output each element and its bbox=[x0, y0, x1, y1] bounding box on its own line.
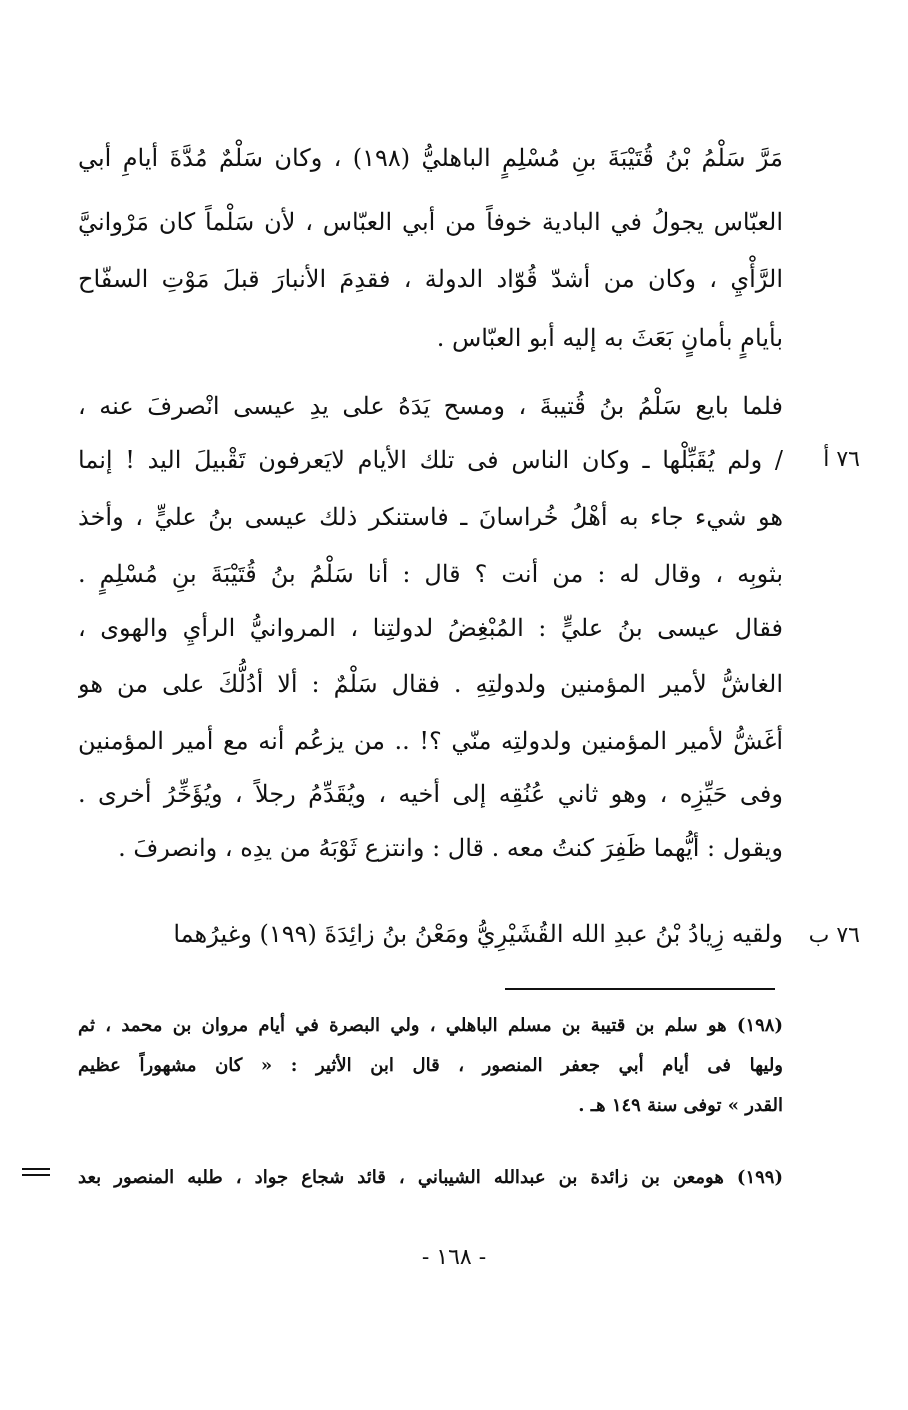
page-number: - ١٦٨ - bbox=[421, 1245, 487, 1270]
paragraph-2-line-1: فلما بايع سَلْمُ بنُ قُتيبةَ ، ومسح يَدَهُ على يدِ عيسى انْصرفَ عنه ، bbox=[78, 392, 783, 420]
paragraph-1-line-2: العبّاس يجولُ في البادية خوفاً من أبي العبّاس ، لأن سَلْماً كان مَرْوانيَّ bbox=[78, 208, 783, 236]
paragraph-1-line-3: الرَّأْيِ ، وكان من أشدّ قُوّاد الدولة ، فقدِمَ الأنبارَ قبلَ مَوْتِ السفّاح bbox=[78, 265, 783, 293]
footnote-199-line-1: (١٩٩) هومعن بن زائدة بن عبدالله الشيباني ، قائد شجاع جواد ، طلبه المنصور بعد bbox=[78, 1167, 783, 1188]
paragraph-2-line-2: / ولم يُقَبِّلْها ـ وكان الناس فى تلك الأيام لايَعرفون تَقْبيلَ اليد ! إنما bbox=[78, 446, 783, 474]
footnote-198-line-3: القدر » توفى سنة ١٤٩ هـ . bbox=[578, 1095, 783, 1116]
continuation-mark bbox=[22, 1168, 50, 1182]
footnote-198-line-1: (١٩٨) هو سلم بن قتيبة بن مسلم الباهلي ، ولي البصرة في أيام مروان بن محمد ، ثم bbox=[78, 1015, 783, 1036]
footnote-198-line-2: وليها فى أيام أبي جعفر المنصور ، قال ابن الأثير : « كان مشهوراً عظيم bbox=[78, 1055, 783, 1076]
paragraph-1-line-1: مَرَّ سَلْمُ بْنُ قُتَيْبَةَ بنِ مُسْلِمٍ الباهليُّ (١٩٨) ، وكان سَلْمٌ مُدَّةَ أيامِ أبي bbox=[78, 144, 783, 172]
footnote-separator bbox=[505, 988, 775, 990]
margin-note-76b: ٧٦ ب bbox=[808, 923, 860, 948]
paragraph-2-line-5: فقال عيسى بنُ عليٍّ : المُبْغِضُ لدولتِنا ، المروانيُّ الرأيِ والهوى ، bbox=[78, 614, 783, 642]
paragraph-2-line-9: ويقول : أيُّهما ظَفِرَ كنتُ معه . قال : وانتزع ثَوْبَهُ من يدِه ، وانصرفَ . bbox=[118, 834, 783, 862]
paragraph-2-line-6: الغاشُّ لأمير المؤمنين ولدولتِهِ . فقال سَلْمٌ : ألا أدُلُّكَ على من هو bbox=[78, 670, 783, 698]
paragraph-2-line-4: بثوبِه ، وقال له : من أنت ؟ قال : أنا سَلْمُ بنُ قُتَيْبَةَ بنِ مُسْلِمٍ . bbox=[78, 560, 783, 588]
paragraph-3-line-1: ولقيه زِيادُ بْنُ عبدِ الله القُشَيْرِيُّ ومَعْنُ بنُ زائِدَةَ (١٩٩) وغيرُهما bbox=[173, 920, 783, 948]
paragraph-2-line-7: أغَشُّ لأمير المؤمنين ولدولتِه منّي ؟! .. من يزعُم أنه مع أمير المؤمنين bbox=[78, 727, 783, 755]
paragraph-2-line-3: هو شيء جاء به أهْلُ خُراسانَ ـ فاستنكر ذلك عيسى بنُ عليٍّ ، وأخذ bbox=[78, 503, 783, 531]
margin-note-76a: ٧٦ أ bbox=[823, 447, 860, 472]
paragraph-1-line-4: بأيامٍ بأمانٍ بَعَثَ به إليه أبو العبّاس . bbox=[436, 324, 783, 352]
paragraph-2-line-8: وفى حَيِّزِه ، وهو ثاني عُنُقِه إلى أخيه ، ويُقَدِّمُ رجلاً ، ويُؤَخِّرُ أخرى . bbox=[78, 780, 783, 808]
